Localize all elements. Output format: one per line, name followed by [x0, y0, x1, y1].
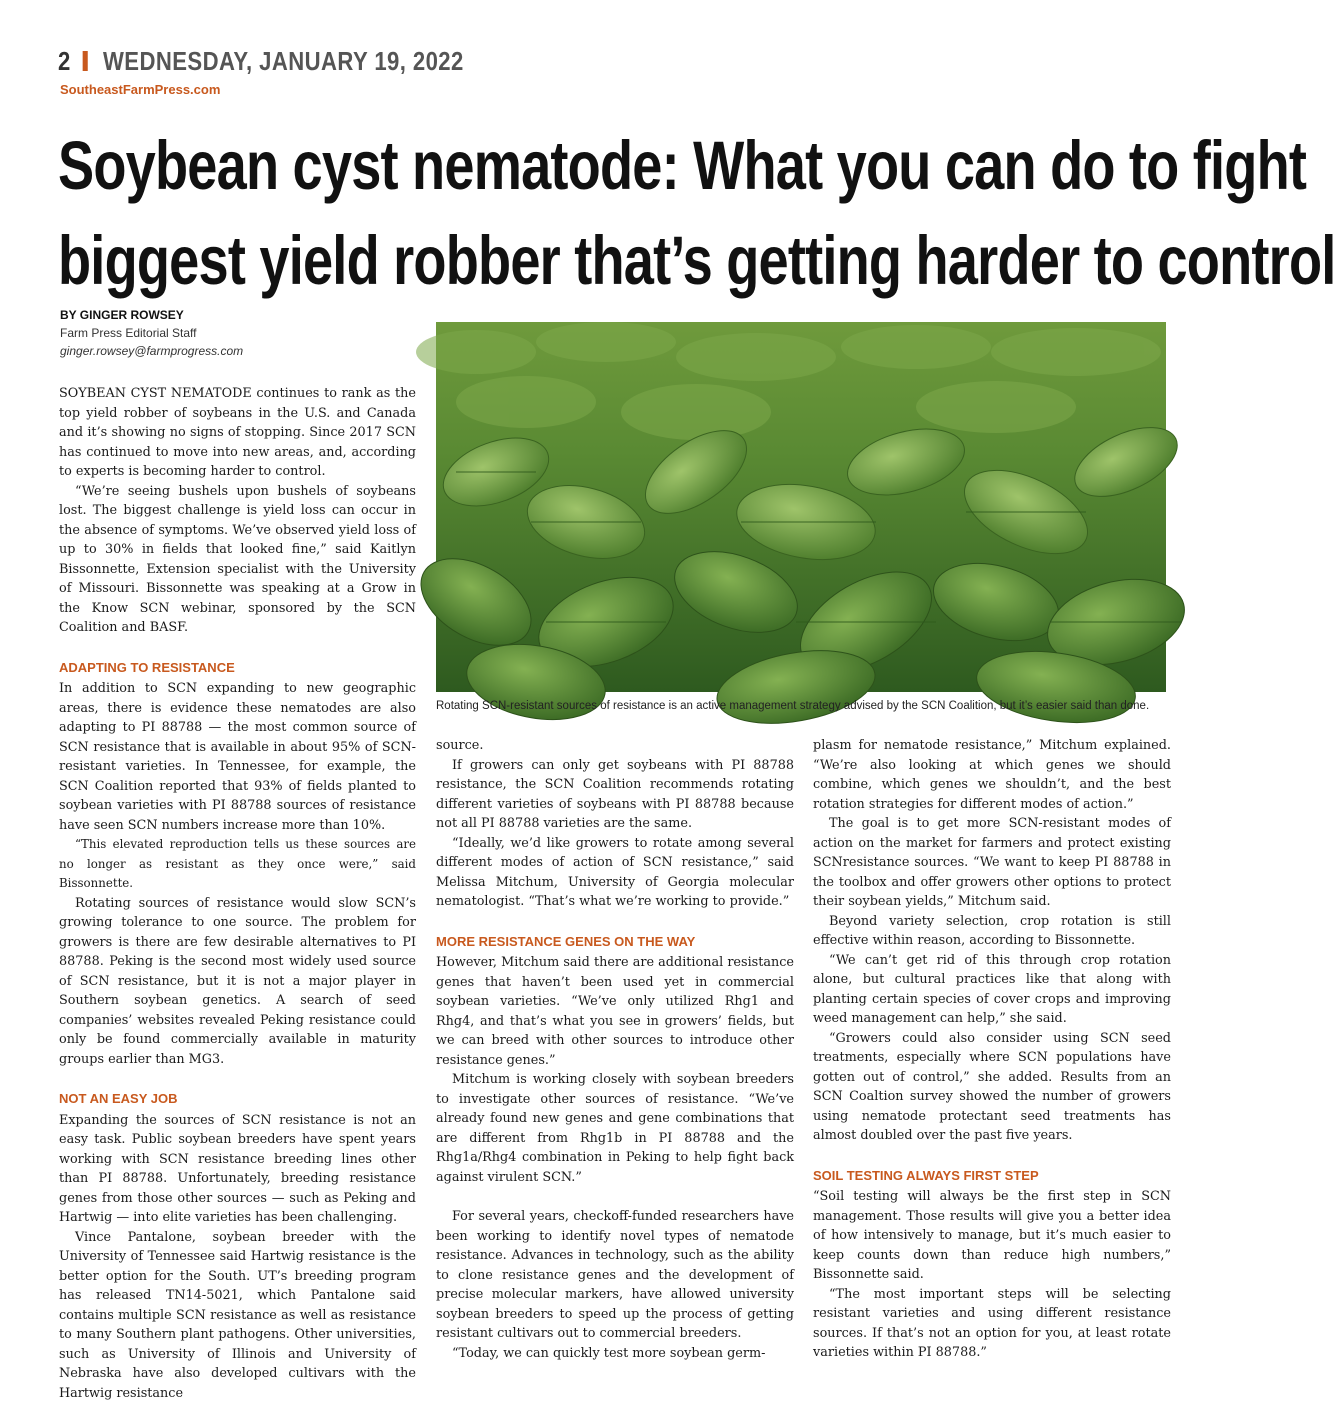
- article-paragraph: Expanding the sources of SCN resistance is not an easy task. Public soybean breeders have spent years working with SCN resistance breeding lines other than PI 88788. Unfortunately, breeding resistance genes from those other sources — such as Peking and Hartwig — into elite varieties has been challenging.: [59, 1112, 416, 1225]
- article-paragraph: “Today, we can quickly test more soybean germ-: [452, 1345, 766, 1361]
- article-paragraph: However, Mitchum said there are additional resistance genes that haven’t been used yet in commercial soybean varieties. “We’ve only utilized Rhg1 and Rhg4, and that’s what you see in growers’ fields, but we can breed with other sources to introduce other resistance genes.”: [436, 955, 794, 1068]
- article-paragraph: “Ideally, we’d like growers to rotate among several different modes of action of SCN resistance,” said Melissa Mitchum, University of Georgia molecular nematologist. “That’s what we’re working to provide.”: [436, 835, 794, 909]
- byline: [60, 306, 243, 360]
- article-paragraph: Beyond variety selection, crop rotation is still effective within reason, according to Bissonnette.: [813, 913, 1171, 948]
- page-folio: [58, 46, 464, 77]
- article-column-2: [436, 736, 794, 1363]
- byline-author: BY GINGER ROWSEY: [60, 308, 184, 322]
- article-paragraph: “This elevated reproduction tells us these sources are no longer as resistant as they once were,” said Bissonnette.: [59, 837, 416, 890]
- soybean-field-photo: [436, 322, 1166, 692]
- section-heading: NOT AN EASY JOB: [59, 1091, 178, 1106]
- article-paragraph: “Soil testing will always be the first step in SCN management. Those results will give you a better idea of how intensively to manage, but it’s much easier to keep counts down than reduce high numbers,” Bissonnette said.: [813, 1189, 1171, 1282]
- section-heading: MORE RESISTANCE GENES ON THE WAY: [436, 933, 696, 949]
- article-paragraph: Mitchum is working closely with soybean breeders to investigate other sources of resistance. “We’ve already found new genes and gene combinations that are different from Rhg1b in PI 88788 and the Rhg1a/Rhg4 combination in Peking to help fight back against virulent SCN.”: [436, 1072, 794, 1185]
- article-paragraph: If growers can only get soybeans with PI 88788 resistance, the SCN Coalition recommends rotating different varieties of soybeans with PI 88788 because not all PI 88788 varieties are the same.: [436, 757, 794, 831]
- byline-email: ginger.rowsey@farmprogress.com: [60, 344, 244, 358]
- article-paragraph: “Growers could also consider using SCN seed treatments, especially where SCN populations have gotten out of control,” she added. Results from an SCN Coaltion survey showed the number of growers using nematode protectant seed treatments has almost doubled over the past five years.: [813, 1030, 1171, 1143]
- photo-caption: Rotating SCN-resistant sources of resistance is an active management strategy advised by the SCN Coalition, but it’s easier said than done.: [436, 700, 1150, 712]
- issue-date: WEDNESDAY, JANUARY 19, 2022: [103, 46, 464, 76]
- article-paragraph: For several years, checkoff-funded researchers have been working to identify novel types of nematode resistance. Advances in technology, such as the ability to clone resistance genes and the development of precise molecular markers, have allowed university soybean breeders to speed up the process of getting resistant cultivars out to commercial breeders.: [436, 1209, 794, 1341]
- byline-title: Farm Press Editorial Staff: [60, 326, 197, 340]
- section-heading: ADAPTING TO RESISTANCE: [59, 659, 235, 675]
- headline: [58, 118, 1336, 308]
- paragraph-gap: [436, 1187, 794, 1207]
- article-paragraph: SOYBEAN CYST NEMATODE continues to rank as the top yield robber of soybeans in the U.S. and Canada and it’s showing no signs of stopping. Since 2017 SCN has continued to move into new areas, and, according to experts is becoming harder to control.: [59, 386, 416, 479]
- article-paragraph: “We’re seeing bushels upon bushels of soybeans lost. The biggest challenge is yield loss can occur in the absence of symptoms. We’ve observed yield loss of up to 30% in fields that looked fine,” said Kaitlyn Bissonnette, Extension specialist with the University of Missouri. Bissonnette was speaking at a Grow in the Know SCN webinar, sponsored by the SCN Coalition and BASF.: [59, 483, 416, 635]
- article-paragraph: The goal is to get more SCN-resistant modes of action on the market for farmers and protect existing SCNresistance sources. “We want to keep PI 88788 in the toolbox and offer growers other options to protect their soybean yields,” Mitchum said.: [813, 816, 1171, 909]
- article-paragraph: source.: [436, 738, 484, 753]
- folio-divider: [83, 51, 88, 71]
- headline-line-1: Soybean cyst nematode: What you can do to fight: [58, 127, 1307, 204]
- article-paragraph: “The most important steps will be selecting resistant varieties and using different resistance sources. If that’s not an option for you, at least rotate varieties within PI 88788.”: [813, 1286, 1171, 1360]
- article-column-3: [813, 736, 1171, 1363]
- article-paragraph: Vince Pantalone, soybean breeder with the University of Tennessee said Hartwig resistance is the better option for the South. UT’s breeding program has released TN14-5021, which Pantalone said contains multiple SCN resistance as well as resistance to many Southern plant pathogens. Other universities, such as University of Illinois and University of Nebraska have also developed cultivars with the Hartwig resistance: [59, 1229, 416, 1401]
- article-paragraph: “We can’t get rid of this through crop rotation alone, but cultural practices like that along with planting certain species of cover crops and improving weed management can help,” she said.: [813, 952, 1171, 1026]
- page-number: 2: [58, 46, 71, 76]
- article-column-1: [59, 384, 416, 1403]
- article-paragraph: In addition to SCN expanding to new geographic areas, there is evidence these nematodes are also adapting to PI 88788 — the most common source of SCN resistance that is available in about 95% of SCN-resistant varieties. In Tennessee, for example, the SCN Coalition reported that 93% of fields planted to soybean varieties with PI 88788 sources of resistance have seen SCN numbers increase more than 10%.: [59, 681, 416, 833]
- site-name: SoutheastFarmPress.com: [60, 82, 221, 97]
- section-heading: SOIL TESTING ALWAYS FIRST STEP: [813, 1167, 1039, 1183]
- article-paragraph: Rotating sources of resistance would slow SCN’s growing tolerance to one source. The problem for growers is there are few desirable alternatives to PI 88788. Peking is the second most widely used source of SCN resistance, but it is not a major player in Southern soybean genetics. A search of seed companies’ websites revealed Peking resistance could only be found commercially available in maturity groups earlier than MG3.: [59, 895, 416, 1067]
- headline-line-2: biggest yield robber that’s getting harder to control: [58, 222, 1336, 299]
- article-paragraph: plasm for nematode resistance,” Mitchum explained. “We’re also looking at which genes we should combine, which genes we shouldn’t, and the best rotation strategies for different modes of action.”: [813, 738, 1171, 812]
